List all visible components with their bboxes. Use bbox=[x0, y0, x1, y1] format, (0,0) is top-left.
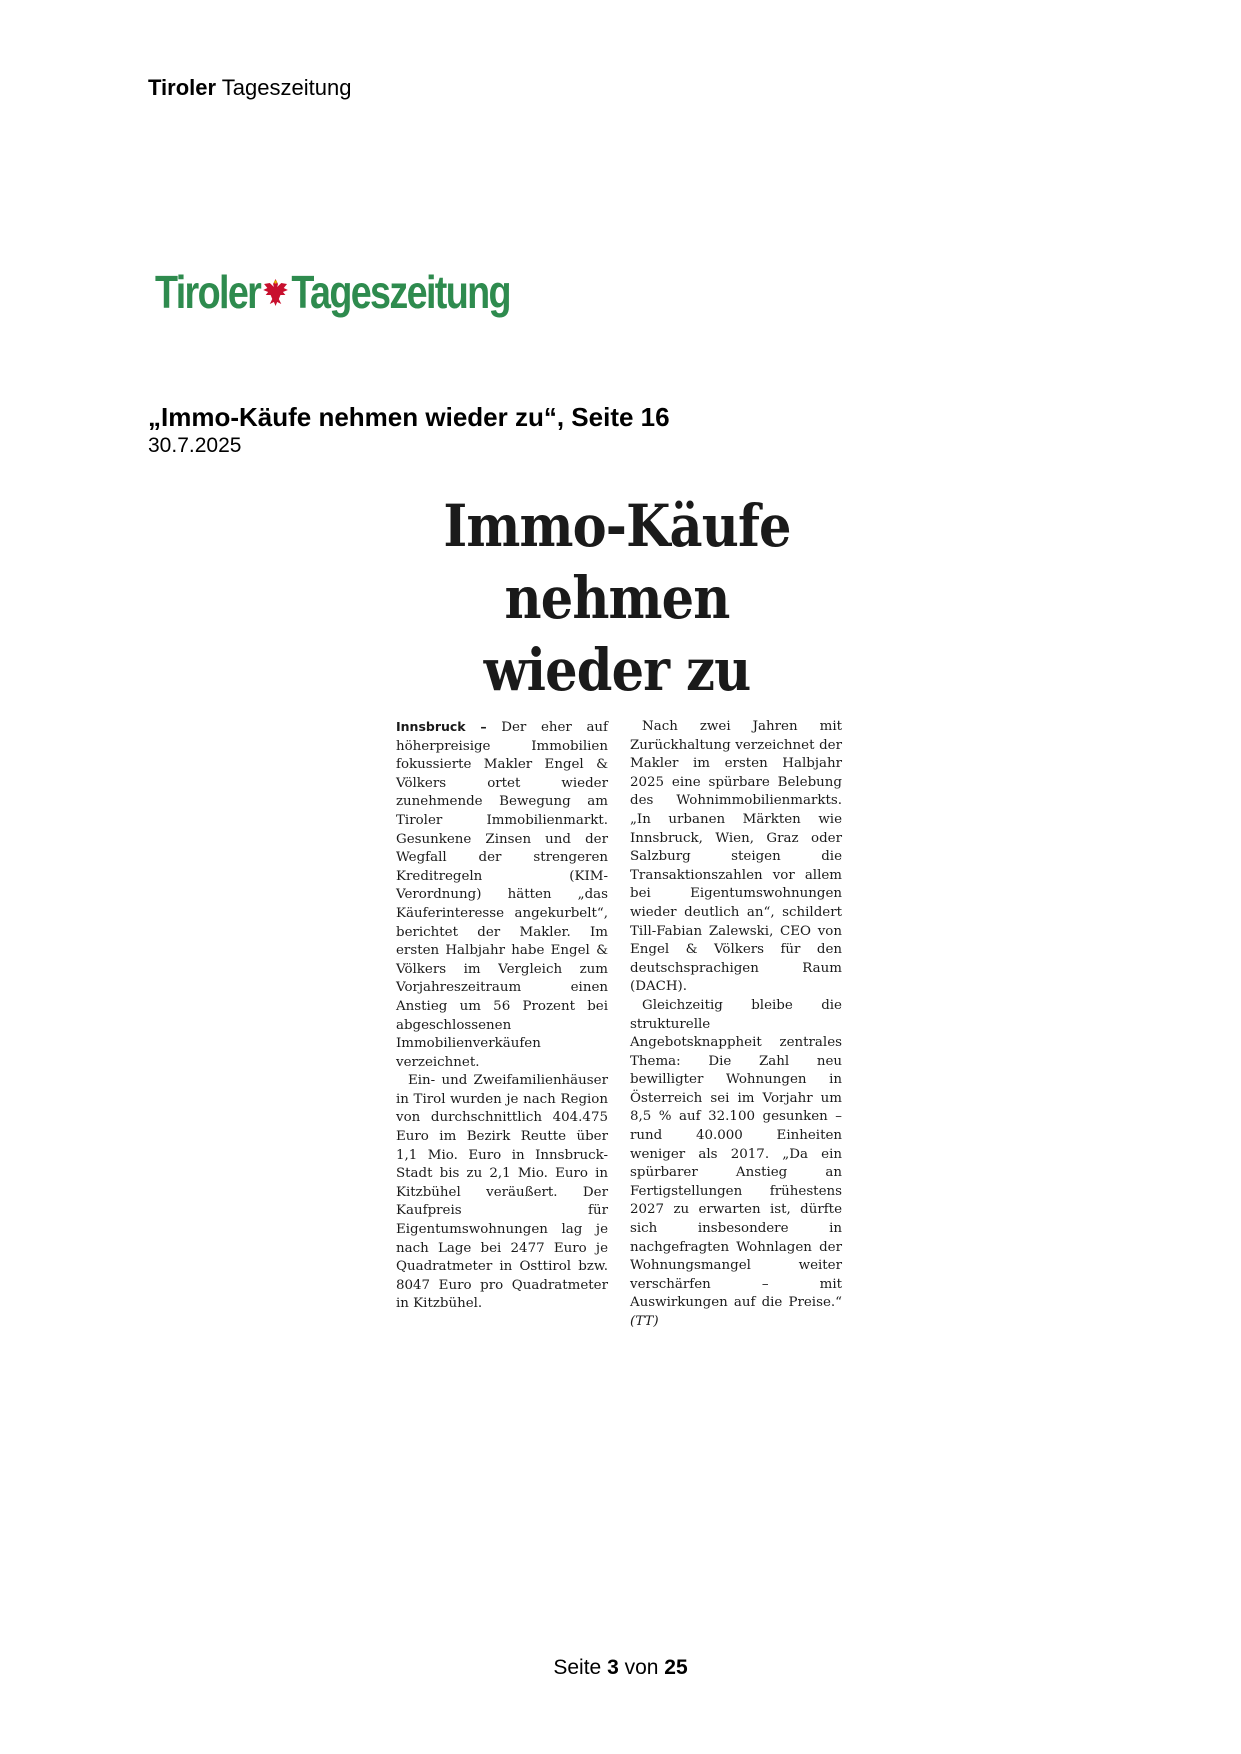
publication-name-bold: Tiroler bbox=[148, 75, 217, 100]
newspaper-clipping bbox=[392, 490, 842, 1329]
col1-paragraph-2: Ein- und Zweifamilienhäuser in Tirol wurden je nach Region von durchschnittlich 404.475 Euro im Bezirk Reutte über 1,1 Mio. Euro in Innsbruck-Stadt bis zu 2,1 Mio. Euro in Kitzbühel veräußert. Der Kaufpreis für Eigentumswohnungen lag je nach Lage bei 2477 Euro je Quadratmeter in Osttirol bzw. 8047 Euro pro Quadratmeter in Kitzbühel. bbox=[396, 1073, 608, 1312]
tyrolean-eagle-icon bbox=[262, 275, 290, 309]
col2-paragraph-1: Nach zwei Jahren mit Zurückhaltung verzeichnet der Makler im ersten Halbjahr 2025 eine spürbare Belebung des Wohnimmobilienmarkts. „In urbanen Märkten wie Innsbruck, Wien, Graz oder Salzburg steigen die Transaktionszahlen vor allem bei Eigentumswohnungen wieder deutlich an“, schildert Till-Fabian Zalewski, CEO von Engel & Völkers für den deutschsprachigen Raum (DACH). bbox=[630, 719, 842, 995]
col2-paragraph-2 bbox=[630, 997, 842, 1332]
publication-name-rest: Tageszeitung bbox=[216, 75, 352, 100]
article-ref-title: „Immo-Käufe nehmen wieder zu“, Seite 16 bbox=[148, 402, 670, 432]
footer-current-page: 3 bbox=[607, 1656, 619, 1679]
dateline: Innsbruck – bbox=[396, 719, 487, 734]
clipping-column-1 bbox=[396, 718, 608, 1332]
article-reference bbox=[148, 401, 670, 459]
clipping-column-2 bbox=[630, 718, 842, 1332]
credit: (TT) bbox=[630, 1314, 659, 1329]
footer-middle: von bbox=[618, 1656, 665, 1679]
newspaper-logo bbox=[155, 262, 510, 322]
page-header bbox=[148, 74, 351, 102]
footer-prefix: Seite bbox=[553, 1656, 608, 1679]
clipping-headline: Immo-Käufe nehmen wieder zu bbox=[443, 492, 791, 704]
article-ref-date: 30.7.2025 bbox=[148, 434, 242, 457]
col1-paragraph-1 bbox=[396, 718, 608, 1072]
page-footer bbox=[0, 1656, 1241, 1680]
logo-text-left: Tiroler bbox=[155, 266, 261, 318]
col2-p2-text: Gleichzeitig bleibe die strukturelle Angebotsknappheit zentrales Thema: Die Zahl neu bewilligter Wohnungen in Österreich sei im Vorjahr um 8,5 % auf 32.100 gesunken – rund 40.000 Einheiten weniger als 2017. „Da ein spürbarer Anstieg an Fertigstellungen frühestens 2027 zu erwarten ist, dürfte sich insbesondere in nachgefragten Wohnlagen der Wohnungsmangel weiter verschärfen – mit Auswirkungen auf die Preise.“ bbox=[630, 997, 842, 1311]
clipping-columns bbox=[396, 718, 842, 1332]
logo-text-right: Tageszeitung bbox=[291, 266, 510, 318]
col1-p1-text: Der eher auf höherpreisige Immobilien fokussierte Makler Engel & Völkers ortet wieder zunehmende Bewegung am Tiroler Immobilienmarkt. Gesunkene Zinsen und der Wegfall der strengeren Kreditregeln (KIM-Verordnung) hätten „das Käuferinteresse angekurbelt“, berichtet der Makler. Im ersten Halbjahr habe Engel & Völkers im Vergleich zum Vorjahreszeitraum einen Anstieg um 56 Prozent bei abgeschlossenen Immobilienverkäufen verzeichnet. bbox=[396, 720, 609, 1070]
footer-total-pages: 25 bbox=[664, 1656, 688, 1679]
